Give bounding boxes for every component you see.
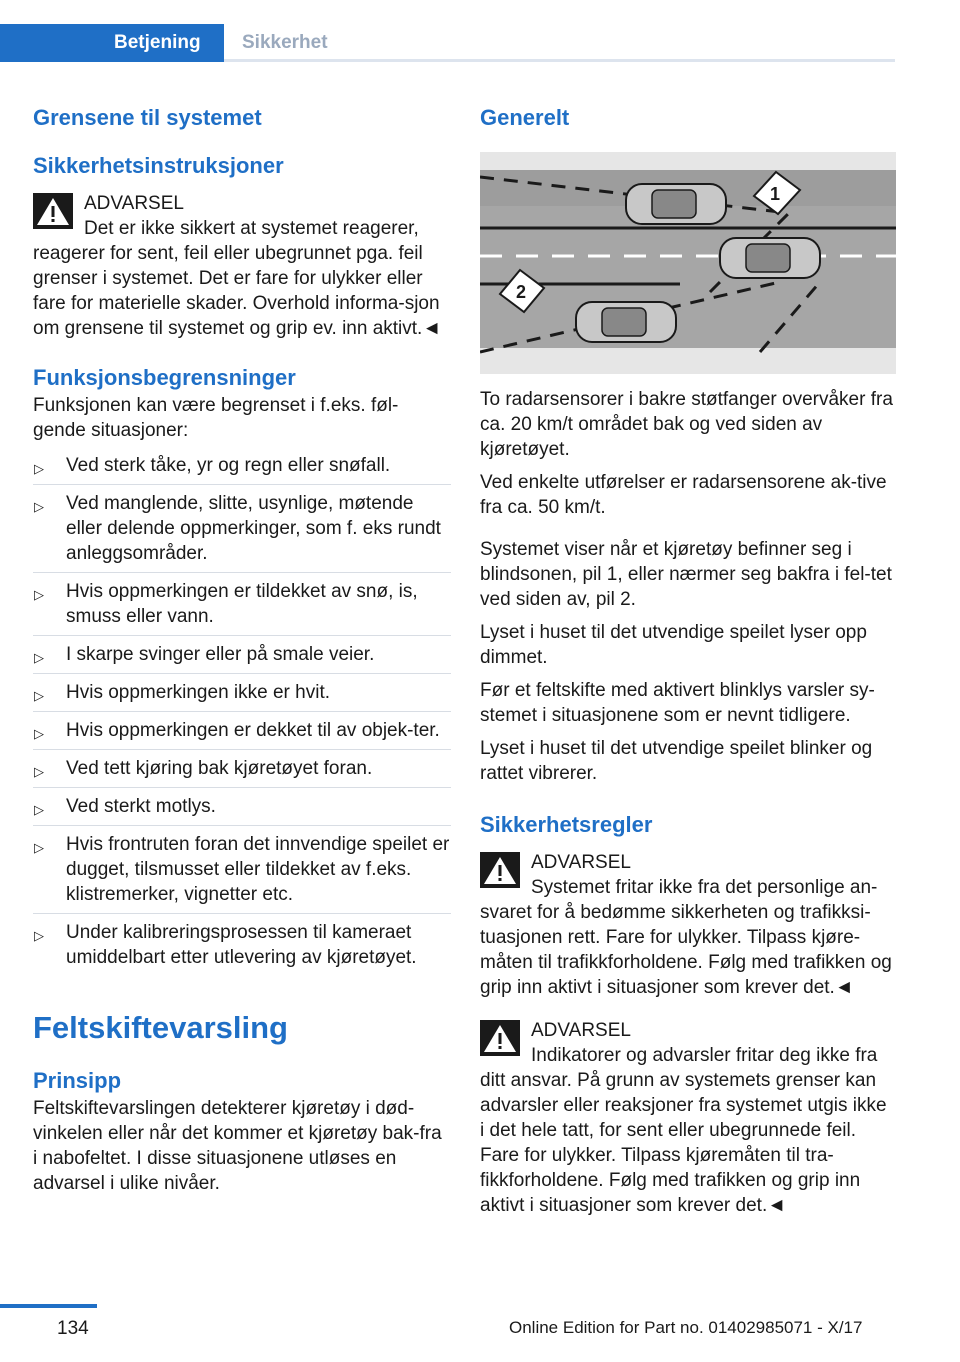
paragraph-lane-change: Før et feltskifte med aktivert blinklys varsler sy-stemet i situasjonene som er nevnt tidligere. <box>480 680 875 726</box>
header-divider <box>224 59 895 62</box>
car-icon <box>720 238 820 278</box>
funksjon-intro: Funksjonen kan være begrenset i f.eks. føl-gende situasjoner: <box>33 395 399 441</box>
warning-text: Indikatorer og advarsler fritar deg ikke fra ditt ansvar. På grunn av systemets grenser kan advarsler eller reaksjoner fra systemet utgis ikke i det hele tatt, for sent eller ubegrunnede feil. Fare for ulykker. Tilpass kjøremåten til tra-fikkforholdene. Følg med trafikken og grip inn aktivt i situasjoner som krever det.◄ <box>480 1045 887 1216</box>
warning-title: ADVARSEL <box>531 1020 631 1041</box>
warning-block-1 <box>33 191 451 341</box>
bullet-arrow-icon: ▷ <box>34 928 44 943</box>
list-item: ▷ I skarpe svinger eller på smale veier. <box>33 636 451 674</box>
paragraph-radar-active: Ved enkelte utførelser er radarsensorene ak-tive fra ca. 50 km/t. <box>480 472 887 518</box>
bullet-arrow-icon: ▷ <box>34 587 44 602</box>
tab-betjening[interactable]: Betjening <box>0 24 224 62</box>
list-item: ▷ Under kalibreringsprosessen til kameraet umiddelbart etter utlevering av kjøretøyet. <box>34 922 417 968</box>
list-item: ▷ Hvis frontruten foran det innvendige speilet er dugget, tilsmusset eller tildekket av f.eks. klistremerker, vignetter etc. <box>33 826 451 914</box>
bullet-arrow-icon: ▷ <box>34 764 44 779</box>
heading-funksjonsbegrensninger: Funksjonsbegrensninger <box>33 365 296 390</box>
svg-text:2: 2 <box>516 282 527 302</box>
bullet-arrow-icon: ▷ <box>34 802 44 817</box>
heading-feltskiftevarsling: Feltskiftevarsling <box>33 1010 288 1045</box>
heading-sikkerhetsinstruksjoner: Sikkerhetsinstruksjoner <box>33 153 284 178</box>
lane-change-illustration <box>480 152 896 374</box>
bullet-arrow-icon: ▷ <box>34 461 44 476</box>
svg-text:1: 1 <box>770 184 781 204</box>
warning-triangle-icon <box>480 1020 520 1056</box>
car-icon <box>626 184 726 224</box>
left-column <box>33 96 451 1196</box>
warning-block-2 <box>480 850 896 1000</box>
footer-accent-line <box>0 1304 97 1308</box>
bullet-arrow-icon: ▷ <box>34 688 44 703</box>
bullet-arrow-icon: ▷ <box>34 840 44 855</box>
road-diagram <box>480 152 896 374</box>
warning-title: ADVARSEL <box>84 193 184 214</box>
bullet-arrow-icon: ▷ <box>34 726 44 741</box>
warning-title: ADVARSEL <box>531 852 631 873</box>
limitations-list <box>33 447 451 976</box>
list-item: ▷ Ved manglende, slitte, usynlige, møtende eller delende oppmerkinger, som f. eks rundt anleggsområder. <box>33 485 451 573</box>
list-item: ▷ Hvis oppmerkingen ikke er hvit. <box>33 674 451 712</box>
car-icon <box>576 302 676 342</box>
warning-block-3 <box>480 1018 896 1218</box>
warning-triangle-icon <box>480 852 520 888</box>
edition-text: Online Edition for Part no. 01402985071 - X/17 <box>509 1318 863 1337</box>
paragraph-mirror-blink: Lyset i huset til det utvendige speilet blinker og rattet vibrerer. <box>480 738 873 784</box>
tab-sikkerhet[interactable]: Sikkerhet <box>242 32 328 53</box>
warning-text: Det er ikke sikkert at systemet reagerer, reagerer for sent, feil eller ubegrunnet pga. feil grenser i systemet. Det er fare for ulykker eller fare for materielle skader. Overhold informa-sjon om grensene til systemet og grip ev. inn aktivt.◄ <box>33 218 442 339</box>
list-item: ▷ Ved sterk tåke, yr og regn eller snøfall. <box>33 447 451 485</box>
paragraph-blindspot: Systemet viser når et kjøretøy befinner seg i blindsonen, pil 1, eller nærmer seg bakfra i fel-tet ved siden av, pil 2. <box>480 539 892 610</box>
header-tabs <box>0 24 895 62</box>
page-number: 134 <box>57 1318 89 1339</box>
bullet-arrow-icon: ▷ <box>34 650 44 665</box>
bullet-arrow-icon: ▷ <box>34 499 44 514</box>
warning-text: Systemet fritar ikke fra det personlige an-svaret for å bedømme sikkerheten og trafikksi-tuasjonen rett. Fare for ulykker. Tilpass kjøre-måten til trafikkforholdene. Følg med trafikken og grip inn aktivt i situasjoner som krever det.◄ <box>480 877 892 998</box>
list-item: ▷ Hvis oppmerkingen er dekket til av objek-ter. <box>33 712 451 750</box>
warning-triangle-icon <box>33 193 73 229</box>
paragraph-radar: To radarsensorer i bakre støtfanger overvåker fra ca. 20 km/t området bak og ved siden av kjøretøyet. <box>480 389 893 460</box>
heading-grensene: Grensene til systemet <box>33 105 262 130</box>
heading-generelt: Generelt <box>480 105 570 130</box>
list-item: ▷ Ved sterkt motlys. <box>33 788 451 826</box>
prinsipp-text: Feltskiftevarslingen detekterer kjøretøy i død-vinkelen eller når det kommer et kjøretøy bak-fra i nabofeltet. I disse situasjonene utløses en advarsel i ulike nivåer. <box>33 1098 442 1194</box>
right-column <box>480 96 896 1218</box>
list-item: ▷ Ved tett kjøring bak kjøretøyet foran. <box>33 750 451 788</box>
heading-sikkerhetsregler: Sikkerhetsregler <box>480 812 653 837</box>
heading-prinsipp: Prinsipp <box>33 1068 122 1093</box>
list-item: ▷ Hvis oppmerkingen er tildekket av snø, is, smuss eller vann. <box>33 573 451 636</box>
paragraph-mirror-light: Lyset i huset til det utvendige speilet lyser opp dimmet. <box>480 622 867 668</box>
